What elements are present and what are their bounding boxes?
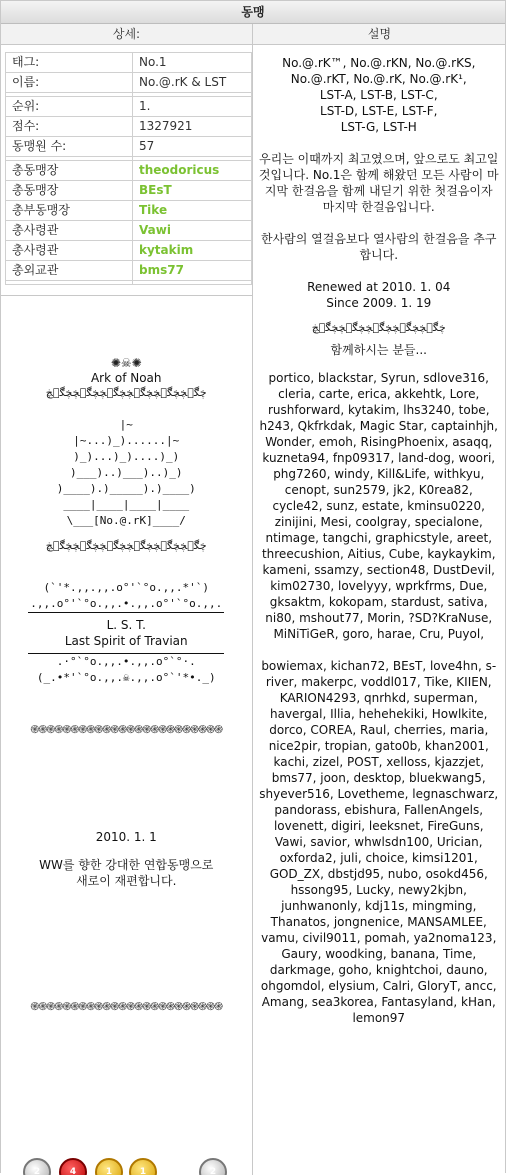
info-table	[5, 52, 252, 285]
leader-row: 총사령관 Vawi	[6, 221, 252, 241]
members-list-2: bowiemax, kichan72, BEsT, love4hn, s-river, makerpc, voddl017, Tike, KIIEN, KARION4293, qnrhkd, superman, havergal, Illia, hehehekiki, Howlkite, dorco, COREA, Raul, cherries, maria, nice2pir, tropian, gato0b, khan2001, kachi, zizel, POST, xelloss, kjazzjet, bms77, joon, desktop, bluekwang5, shyever516, Lovetheme, legnaschwarz, pandorass, ebishura, FallenAngels, lovenett, digiri, leeksnet, FireGuns, Vawi, savior, whwlsdn100, Urician, oxforda2, juli, choice, kimsi1201, GOD_ZX, dbstjd95, nubo, osokd456, hssong95, Lucky, newy2kjbn, junhwanonly, kdj11s, mingming, Thanatos, jongnenice, MANSAMLEE, vamu, civil9011, pomah, ya2noma123, Gaury, woodking, banana, Time, darkmage, goho, knightchoi, dauno, ohgomdol, elysium, Calri, GloryT, ancc, Amang, sea3korea, Fantasyland, kHan, lemon97	[259, 659, 499, 1025]
panel-title: 동맹	[1, 1, 505, 24]
lst-title: L. S. T.	[106, 618, 146, 632]
leader-row: 총동맹장 theodoricus	[6, 161, 252, 181]
leader-row: 총부동맹장 Tike	[6, 201, 252, 221]
medal-row	[1, 1150, 252, 1175]
alliance-tags-line: LST-A, LST-B, LST-C,	[319, 88, 438, 102]
motto-paragraph-2: 한사람의 열걸음보다 열사람의 한걸음을 추구합니다.	[260, 232, 497, 262]
notice-line-2: 새로이 재편합니다.	[76, 874, 177, 888]
skull-ornament-icon: ✺☠✺	[110, 356, 142, 370]
lst-subtitle: Last Spirit of Travian	[64, 634, 188, 648]
leader-link[interactable]: BEsT	[133, 181, 252, 201]
detail-column	[1, 45, 253, 1175]
leader-link[interactable]: Tike	[133, 201, 252, 221]
since-date: Since 2009. 1. 19	[326, 296, 432, 310]
lst-ascii-bottom: .·°`°o.,,.•.,,.o°`°·. (_.•*'`°o.,,.☠.,,.o°`'*•._)	[36, 655, 216, 684]
scroll-ornament: ֎֍֎֍֎֍֎֍֎֍֎֍֎֍֎֍֎֍֎֍֎֍֎֍	[30, 723, 223, 736]
info-row: 태그: No.1	[6, 53, 252, 73]
motto-paragraph: 우리는 이때까지 최고였으며, 앞으로도 최고일 것입니다. No.1은 함께 해왔던 모든 사람이 마지막 한걸음을 함께 내딛기 위한 첫걸음이자 마지막 한걸음입니다.	[258, 152, 499, 214]
members-title: 함께하시는 분들...	[330, 343, 427, 357]
info-row: 동맹원 수: 57	[6, 137, 252, 157]
description-column	[253, 45, 506, 1175]
description-header: 설명	[367, 27, 392, 41]
leader-link[interactable]: Vawi	[133, 221, 252, 241]
medal-icon: 2	[199, 1158, 227, 1175]
alliance-tags-line: LST-G, LST-H	[340, 120, 417, 134]
leader-row: 총외교관 bms77	[6, 261, 252, 281]
members-list-1: portico, blackstar, Syrun, sdlove316, cleria, carte, erica, akkehtk, Lore, rushforward, kytakim, lhs3240, tobe, h243, Qkfrkdak, Magic Star, captainhjh, Wonder, emoh, RisingPhoenix, asaqq, kuzneta94, fnp09317, land-dog, woori, phg7260, windy, Kill&Life, withkyu, cenopt, sun2579, jk2, K0rea82, cycle42, sunz, estate, kminsu0220, zinijini, Mesi, coolgray, specialone, ntimage, tangchi, graphicstyle, areet, threecushion, Aitius, Cube, kaykaykim, kameni, ssamzy, section48, DustDevil, kim02730, lovelyyy, wprkfrms, Due, gksaktm, kokopam, stardust, sativa, ni80, mshout77, Morin, ?SD?KraNuse, MiNiTiGeR, goro, harae, Cru, Puyol,	[259, 371, 498, 641]
info-row: 이름: No.@.rK & LST	[6, 73, 252, 93]
notice-line-1: WW를 향한 강대한 연합동맹으로	[39, 858, 214, 872]
lst-ascii-top: (`'*.,,.,,.o°'`°o.,,.*'`) .,,.o°'`°o.,,.•.,,.o°'`°o.,,.	[30, 581, 223, 610]
noah-label: Ark of Noah	[90, 371, 162, 385]
renewed-date: Renewed at 2010. 1. 04	[307, 280, 451, 294]
greek-ornament: ڿڰۣڿڿڰۣڿڿڰۣڿڿڰۣڿڿڰۣڿ	[311, 321, 446, 334]
greek-ornament: ڿڰۣڿڿڰۣڿڿڰۣڿڿڰۣڿڿڰۣڿڿڰۣڿ	[45, 539, 207, 552]
leader-row: 총사령관 kytakim	[6, 241, 252, 261]
alliance-tags-line: No.@.rK™, No.@.rKN, No.@.rKS,	[282, 56, 476, 70]
medal-icon: 1	[129, 1158, 157, 1175]
leader-link[interactable]: theodoricus	[133, 161, 252, 181]
leader-link[interactable]: kytakim	[133, 241, 252, 261]
alliance-tags-line: LST-D, LST-E, LST-F,	[320, 104, 438, 118]
medal-icon: 4	[59, 1158, 87, 1175]
column-headers	[1, 24, 505, 45]
detail-header: 상세:	[1, 24, 253, 44]
info-row: 점수: 1327921	[6, 117, 252, 137]
medal-icon: 2	[23, 1158, 51, 1175]
alliance-tags-line: No.@.rKT, No.@.rK, No.@.rK¹,	[290, 72, 467, 86]
notice-date: 2010. 1. 1	[95, 830, 157, 844]
greek-ornament: ڿڰۣڿڿڰۣڿڿڰۣڿڿڰۣڿڿڰۣڿڿڰۣڿ	[45, 386, 207, 399]
leader-link[interactable]: bms77	[133, 261, 252, 281]
scroll-ornament: ֎֍֎֍֎֍֎֍֎֍֎֍֎֍֎֍֎֍֎֍֎֍֎֍	[30, 1000, 223, 1013]
ark-ascii-art: |~ |~...)_)......|~ )_)...)_)....)_) )___)..)___)..)_) )____).)_____).)____) ____|____|____|____ \___[No.@.rK]____/	[56, 418, 196, 527]
info-row: 순위: 1.	[6, 97, 252, 117]
medal-icon: 1	[95, 1158, 123, 1175]
leader-row: 총동맹장 BEsT	[6, 181, 252, 201]
